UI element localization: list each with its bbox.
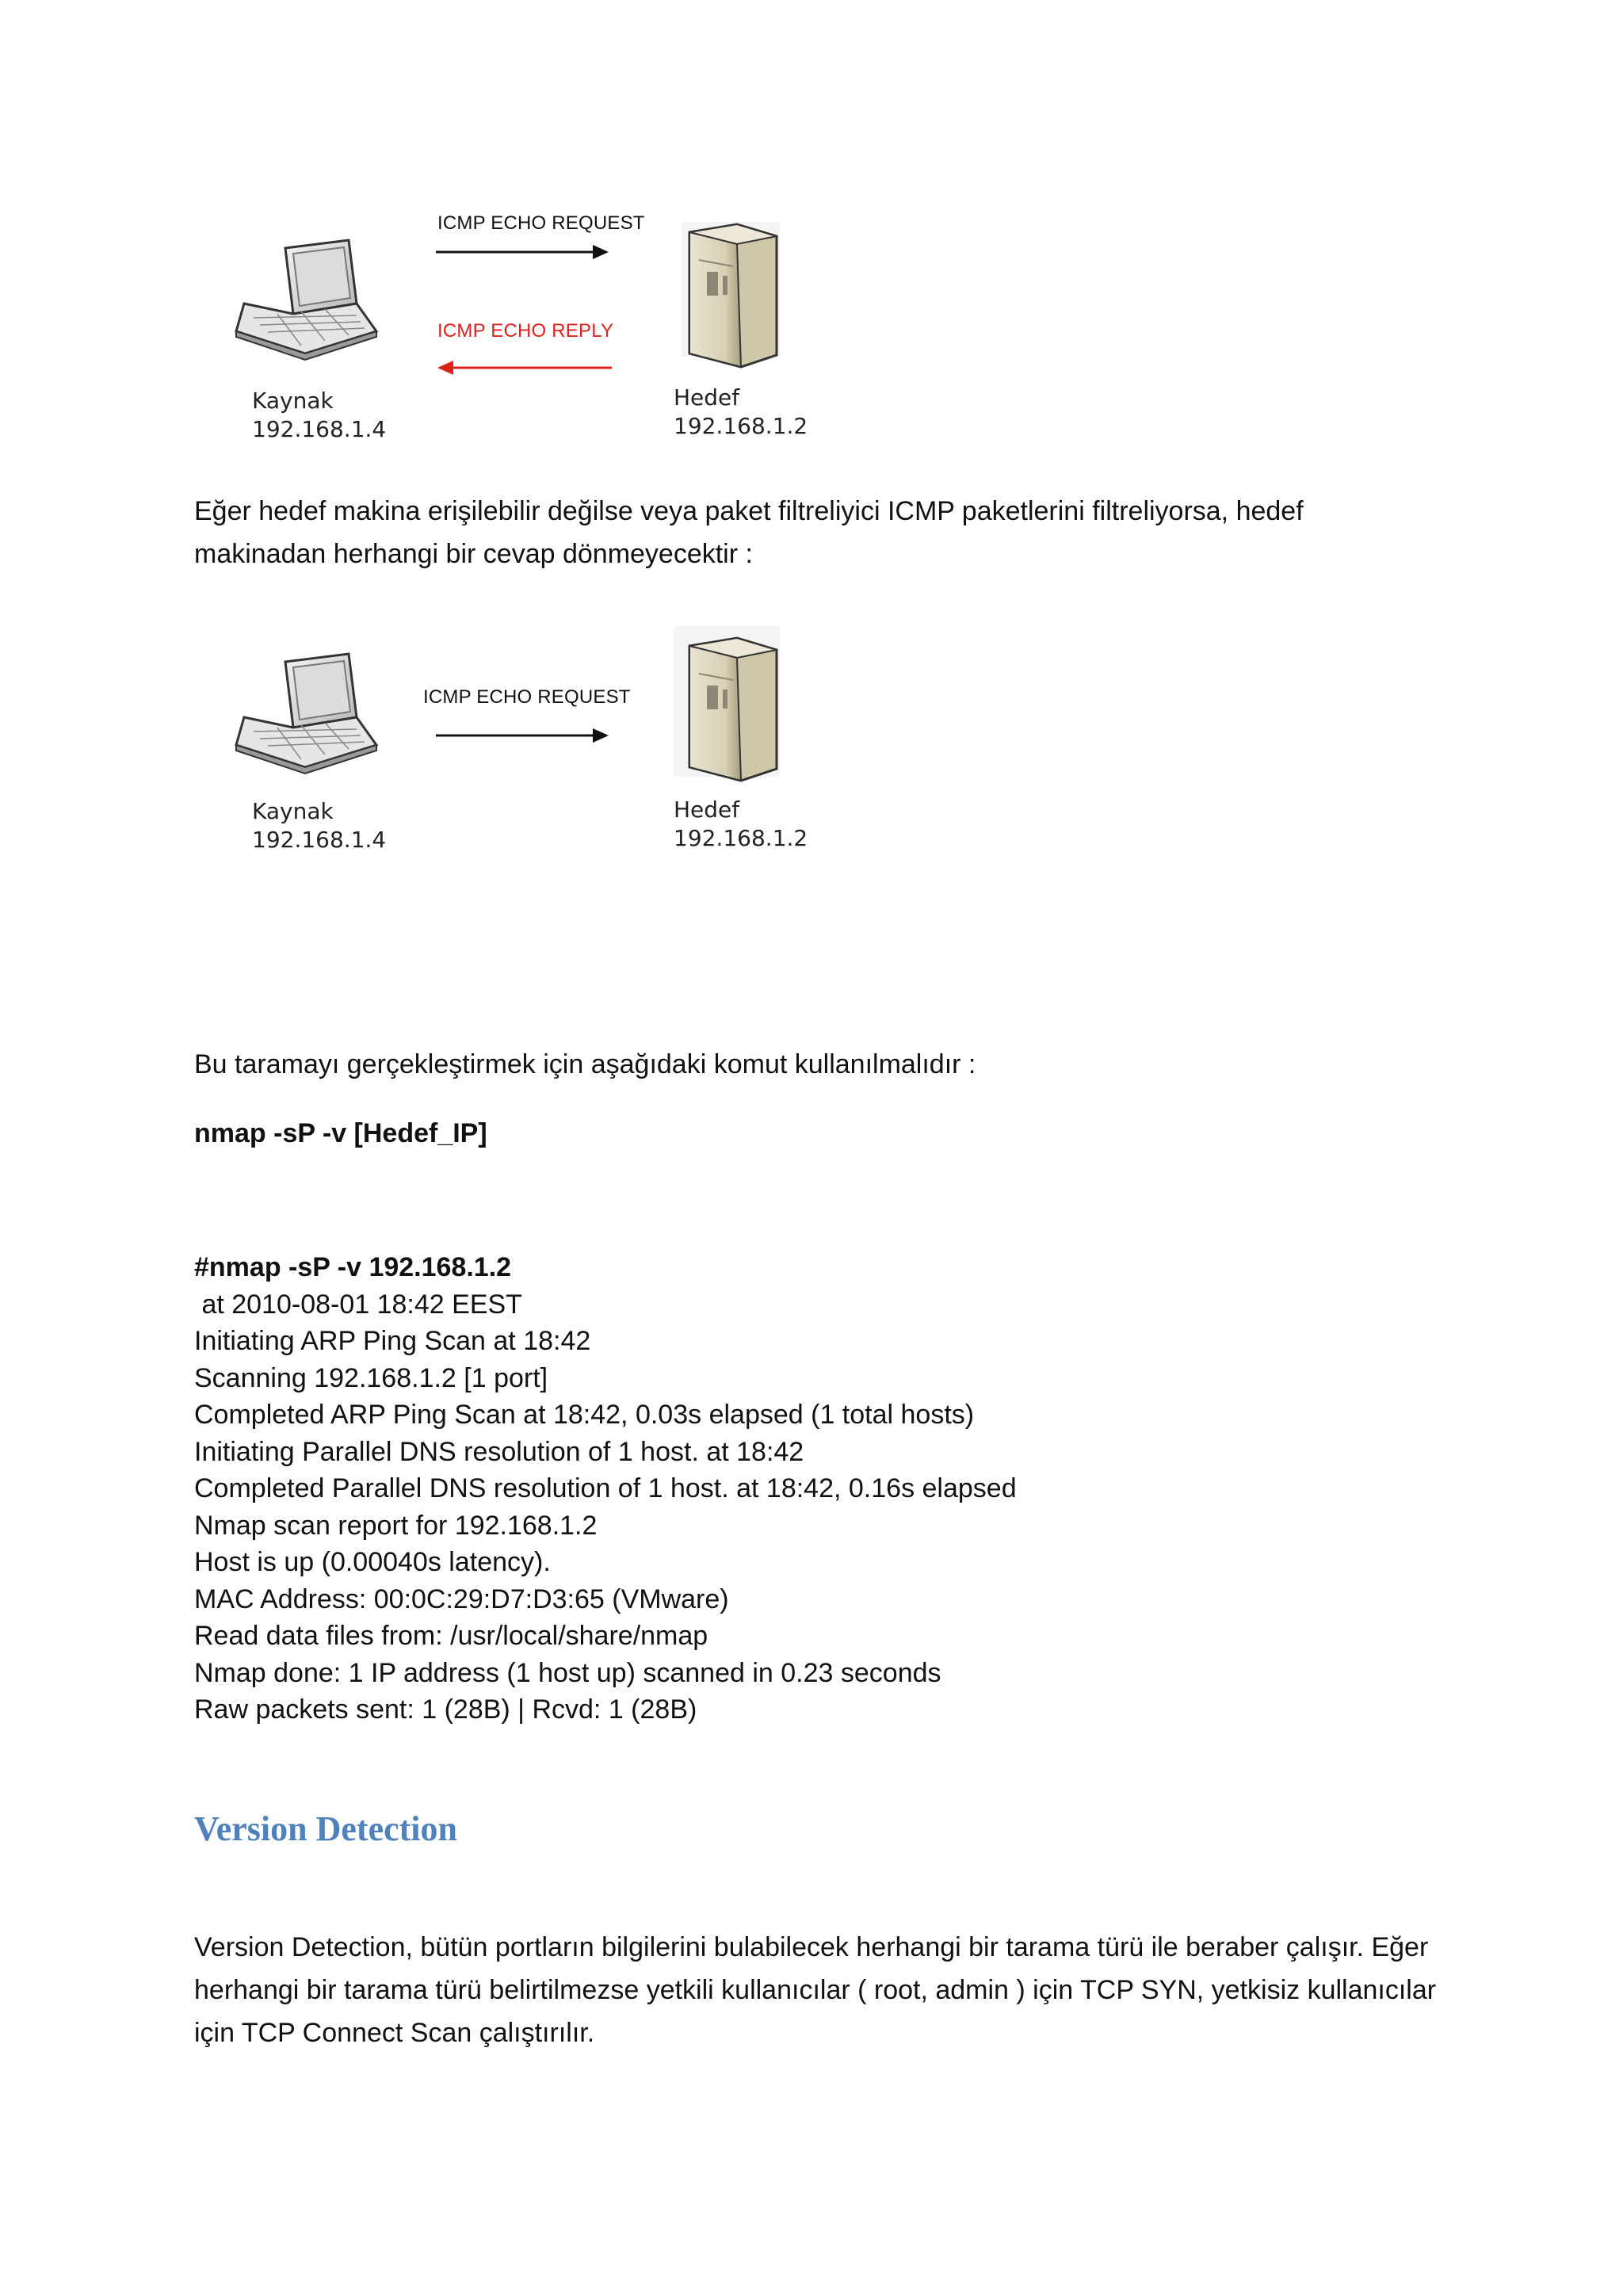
output-line: Completed Parallel DNS resolution of 1 host. at 18:42, 0.16s elapsed [194, 1473, 1017, 1503]
output-line: MAC Address: 00:0C:29:D7:D3:65 (VMware) [194, 1584, 729, 1614]
target-name: Hedef [674, 797, 740, 823]
laptop-icon [236, 240, 376, 360]
laptop-icon [236, 654, 376, 774]
request-arrow [436, 728, 609, 743]
section-heading: Version Detection [194, 1809, 457, 1848]
source-label [252, 797, 386, 854]
target-ip: 192.168.1.2 [674, 825, 808, 851]
target-name: Hedef [674, 384, 740, 411]
target-label [674, 796, 808, 853]
command-syntax: nmap -sP -v [Hedef_IP] [194, 1118, 487, 1148]
output-line: Raw packets sent: 1 (28B) | Rcvd: 1 (28B) [194, 1694, 697, 1725]
output-line: at 2010-08-01 18:42 EEST [194, 1289, 522, 1320]
output-line: Read data files from: /usr/local/share/nmap [194, 1621, 708, 1651]
nmap-output [194, 1249, 1017, 1729]
target-ip: 192.168.1.2 [674, 413, 808, 439]
output-line: Initiating Parallel DNS resolution of 1 host. at 18:42 [194, 1436, 804, 1467]
reply-label: ICMP ECHO REPLY [437, 320, 614, 342]
request-label: ICMP ECHO REQUEST [423, 686, 631, 708]
icmp-echo-diagram-reply [230, 212, 832, 450]
icmp-echo-diagram-no-reply [230, 626, 832, 864]
output-line: Scanning 192.168.1.2 [1 port] [194, 1362, 548, 1393]
server-icon [674, 626, 780, 781]
source-name: Kaynak [252, 388, 334, 414]
paragraph-version-detection: Version Detection, bütün portların bilgilerini bulabilecek herhangi bir tarama türü ile beraber çalışır. Eğer herhangi bir tarama türü belirtilmezse yetkili kullanıcılar ( root, admin ) için TCP SYN, yetkisiz kullanıcılar için TCP Connect Scan çalıştırılır. [194, 1932, 1437, 2048]
source-name: Kaynak [252, 798, 334, 824]
output-line: Host is up (0.00040s latency). [194, 1547, 551, 1577]
output-line: Completed ARP Ping Scan at 18:42, 0.03s elapsed (1 total hosts) [194, 1400, 975, 1430]
server-icon [682, 222, 780, 367]
output-line: Initiating ARP Ping Scan at 18:42 [194, 1326, 591, 1356]
source-label [252, 387, 386, 444]
source-ip: 192.168.1.4 [252, 416, 387, 442]
output-line: Nmap scan report for 192.168.1.2 [194, 1510, 598, 1541]
request-label: ICMP ECHO REQUEST [437, 212, 645, 234]
output-command: #nmap -sP -v 192.168.1.2 [194, 1252, 512, 1282]
request-arrow [436, 245, 609, 259]
source-ip: 192.168.1.4 [252, 827, 387, 853]
paragraph-command-intro: Bu taramayı gerçekleştirmek için aşağıdaki komut kullanılmalıdır : [194, 1049, 976, 1079]
paragraph-no-reply: Eğer hedef makina erişilebilir değilse veya paket filtreliyici ICMP paketlerini filtreliyorsa, hedef makinadan herhangi bir cevap dönmeyecektir : [194, 496, 1304, 569]
output-line: Nmap done: 1 IP address (1 host up) scanned in 0.23 seconds [194, 1657, 941, 1688]
reply-arrow [437, 361, 612, 375]
target-label [674, 384, 808, 441]
